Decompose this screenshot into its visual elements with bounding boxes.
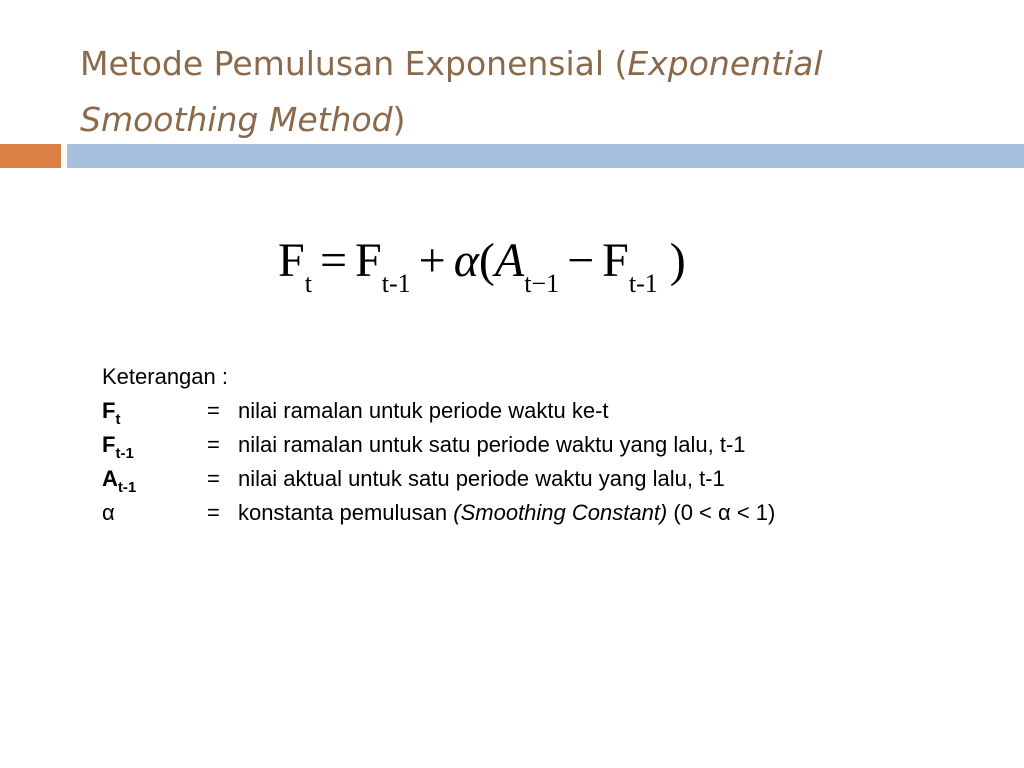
- note-description: nilai aktual untuk satu periode waktu yang lalu, t-1: [238, 466, 725, 491]
- note-symbol: $A_{t-1}$: [102, 466, 137, 496]
- formula-lhs: F: [278, 234, 305, 287]
- slide-title: [80, 36, 980, 148]
- formula-equals: =: [319, 234, 348, 287]
- note-equals: =: [207, 398, 220, 423]
- smoothing-formula: [278, 226, 686, 303]
- title-text-close: ): [392, 100, 406, 139]
- note-symbol: α: [102, 500, 115, 525]
- formula-f1: F: [355, 234, 382, 287]
- note-row: [102, 428, 746, 462]
- note-description: nilai ramalan untuk periode waktu ke-t: [238, 398, 609, 423]
- formula-open-paren: (: [478, 234, 495, 287]
- note-row: [102, 394, 609, 428]
- note-symbol: $F_{t-1}$: [102, 432, 134, 462]
- note-equals: =: [207, 500, 220, 525]
- accent-bar-orange: [0, 144, 61, 168]
- formula-alpha: α: [453, 234, 479, 287]
- formula-close-paren: ): [669, 234, 686, 287]
- note-row: [102, 462, 725, 496]
- note-equals: =: [207, 432, 220, 457]
- title-text-regular: Metode Pemulusan Exponensial (: [80, 44, 628, 83]
- formula-f2: F: [602, 234, 629, 287]
- formula-lhs-sub: t: [304, 269, 312, 298]
- note-description: konstanta pemulusan (Smoothing Constant) (0 < α < 1): [238, 500, 776, 525]
- note-symbol: $F_t$: [102, 398, 121, 428]
- accent-bar-blue: [67, 144, 1024, 168]
- legend-notes: [102, 360, 776, 530]
- notes-heading: Keterangan :: [102, 364, 228, 389]
- note-row: [102, 496, 776, 530]
- formula-minus: −: [567, 234, 595, 287]
- formula-a: A: [494, 234, 525, 287]
- formula-plus: +: [418, 234, 446, 287]
- title-text-italic: Exponential Smoothing Method: [80, 44, 823, 139]
- formula-f2-sub: t-1: [628, 269, 658, 298]
- note-equals: =: [207, 466, 220, 491]
- formula-f1-sub: t-1: [381, 269, 411, 298]
- formula-a-sub: t−1: [524, 269, 560, 298]
- note-description: nilai ramalan untuk satu periode waktu yang lalu, t-1: [238, 432, 746, 457]
